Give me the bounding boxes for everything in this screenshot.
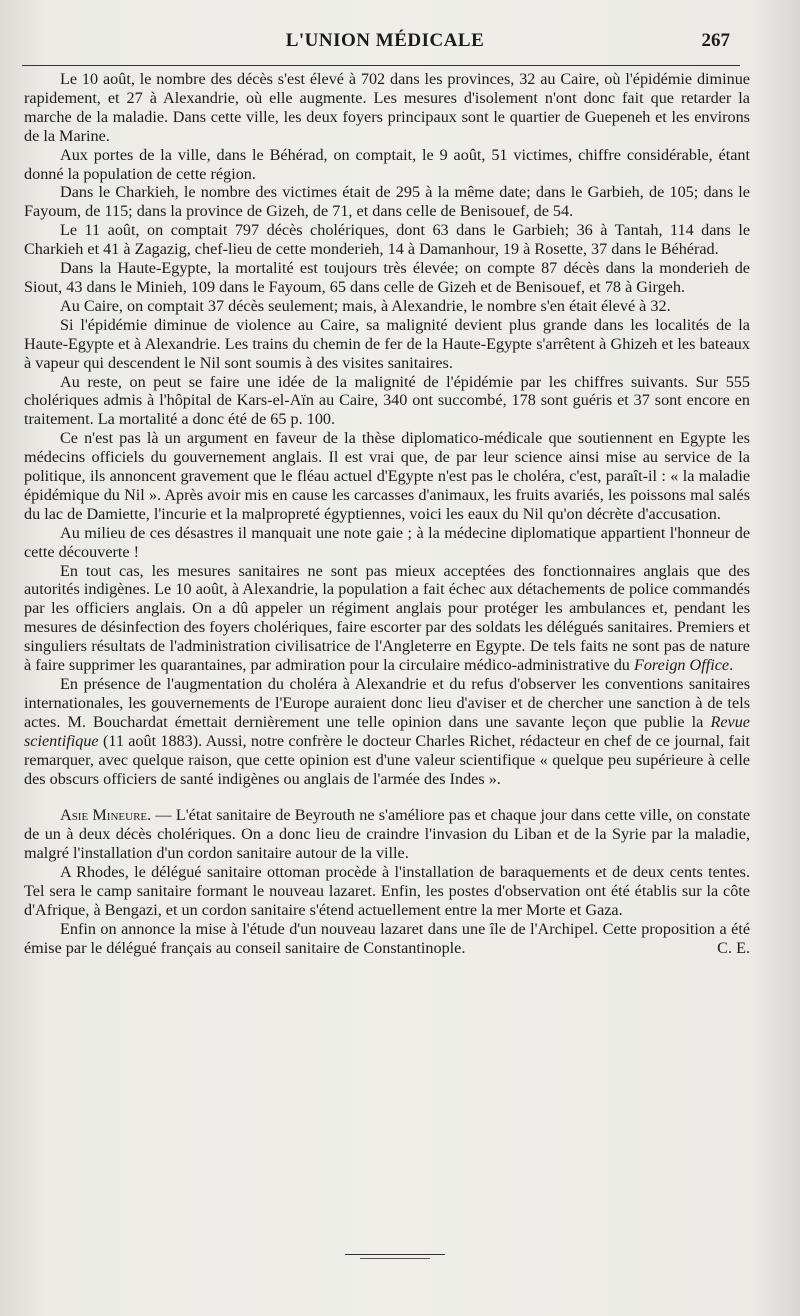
page-header xyxy=(40,30,730,60)
paragraph: Au reste, on peut se faire une idée de la malignité de l'épidémie par les chiffres suivants. Sur 555 cholériques admis à l'hôpital de Kars-el-Aïn au Caire, 340 ont succombé, 178 sont guéris et 37 sont encore en traitement. La mortalité a donc été de 65 p. 100. xyxy=(24,372,750,429)
paragraph: Aux portes de la ville, dans le Béhérad, on comptait, le 9 août, 51 victimes, chiffre considérable, étant donné la population de cette région. xyxy=(24,145,750,183)
paragraph: Si l'épidémie diminue de violence au Caire, sa malignité devient plus grande dans les localités de la Haute-Egypte et à Alexandrie. Les trains du chemin de fer de la Haute-Egypte s'arrêtent à Ghizeh et les bateaux à vapeur qui descendent le Nil sont soumis à des visites sanitaires. xyxy=(24,315,750,372)
running-title: L'UNION MÉDICALE xyxy=(285,30,485,51)
header-rule xyxy=(22,65,740,66)
signature: C. E. xyxy=(717,938,750,957)
paragraph: Le 11 août, on comptait 797 décès cholériques, dont 63 dans le Garbieh; 36 à Tantah, 114 dans le Charkieh et 41 à Zagazig, chef-lieu de cette monderieh, 14 à Damanhour, 19 à Rosette, 37 dans le Béhérad. xyxy=(24,221,750,259)
paragraph-text: En tout cas, les mesures sanitaires ne sont pas mieux acceptées des fonctionnaires anglais que des autorités indigènes. Le 10 août, à Alexandrie, la population a fait échec aux détachements de police commandés par les officiers anglais. On a dû appeler un régiment anglais pour protéger les ambulances et, pendant les mesures de désinfection des foyers cholériques, faire escorter par des soldats les délégués sanitaires. Premiers et singuliers résultats de l'administration civilisatrice de l'Angleterre en Egypte. De tels faits ne sont pas de nature à faire supprimer les quarantaines, par admiration pour la circulaire médico-administrative du xyxy=(24,561,750,675)
paragraph-text: (11 août 1883). Aussi, notre confrère le docteur Charles Richet, rédacteur en chef de ce journal, fait remarquer, avec quelque raison, que cette opinion est d'une valeur scientifique « quelque peu supérieure à celle des obscurs officiers de santé indigènes ou anglais de l'armée des Indes ». xyxy=(24,731,751,788)
paragraph: Le 10 août, le nombre des décès s'est élevé à 702 dans les provinces, 32 au Caire, où l'épidémie diminue rapidement, et 27 à Alexandrie, où elle augmente. Les mesures d'isolement n'ont donc fait que retarder la marche de la maladie. Dans cette ville, les deux foyers principaux sont le quartier de Guepeneh et les environs de la Marine. xyxy=(24,70,750,145)
paragraph: Au milieu de ces désastres il manquait une note gaie ; à la médecine diplomatique appartient l'honneur de cette découverte ! xyxy=(24,523,750,561)
paragraph: A Rhodes, le délégué sanitaire ottoman procède à l'installation de baraquements et de deux cents tentes. Tel sera le camp sanitaire formant le nouveau lazaret. Enfin, les postes d'observation ont été établis sur la côte d'Afrique, à Bengazi, et un cordon sanitaire s'étend actuellement entre la mer Morte et Gaza. xyxy=(24,863,750,919)
article-body xyxy=(24,70,750,958)
revue-title: Revue scientifique xyxy=(24,712,750,750)
foreign-office-title: Foreign Office xyxy=(633,656,730,675)
paragraph xyxy=(24,675,750,788)
section-label: Asie Mineure. xyxy=(60,806,152,825)
paragraph: Enfin on annonce la mise à l'étude d'un nouveau lazaret dans une île de l'Archipel. Cette proposition a été émise par le délégué français au conseil sanitaire de Constantinople. xyxy=(24,919,750,957)
paragraph: Dans le Charkieh, le nombre des victimes était de 295 à la même date; dans le Garbieh, de 105; dans le Fayoum, de 115; dans la province de Gizeh, de 71, et dans celle de Benisouef, de 54. xyxy=(24,183,750,221)
end-rule xyxy=(345,1254,445,1255)
page-number: 267 xyxy=(701,30,730,51)
end-rule-short xyxy=(360,1258,430,1259)
paragraph-text: — L'état sanitaire de Beyrouth ne s'améliore pas et chaque jour dans cette ville, on constate de un à deux décès cholériques. On a donc lieu de craindre l'invasion du Liban et de la Syrie par la maladie, malgré l'installation d'un cordon sanitaire autour de la ville. xyxy=(24,806,751,863)
paragraph: Au Caire, on comptait 37 décès seulement; mais, à Alexandrie, le nombre s'en était élevé à 32. xyxy=(60,296,671,315)
paragraph xyxy=(24,806,750,863)
paragraph xyxy=(24,562,750,675)
paragraph-end: . xyxy=(729,656,734,675)
paragraph: Dans la Haute-Egypte, la mortalité est toujours très élevée; on compte 87 décès dans la monderieh de Siout, 43 dans le Minieh, 109 dans le Fayoum, 65 dans celle de Gizeh et de Benisouef, et 78 à Girgeh. xyxy=(24,259,750,296)
paragraph-text: En présence de l'augmentation du choléra à Alexandrie et du refus d'observer les conventions sanitaires internationales, les gouvernements de l'Europe auraient donc lieu d'aviser et de chercher une sanction à de tels actes. M. Bouchardat émettait dernièrement une telle opinion dans une savante leçon que publie la xyxy=(24,675,750,731)
paragraph: Ce n'est pas là un argument en faveur de la thèse diplomatico-médicale que soutiennent en Egypte les médecins officiels du gouvernement anglais. Il est vrai que, de par leur science ainsi mise au service de la politique, ils annoncent gravement que le fléau actuel d'Egypte n'est pas le choléra, c'est, paraît-il : « la maladie épidémique du Nil ». Après avoir mis en cause les carcasses d'animaux, les fruits avariés, les poissons mal salés du lac de Damiette, l'incurie et la malpropreté égyptiennes, voici les eaux du Nil qu'on décrète d'accusation. xyxy=(24,429,750,523)
